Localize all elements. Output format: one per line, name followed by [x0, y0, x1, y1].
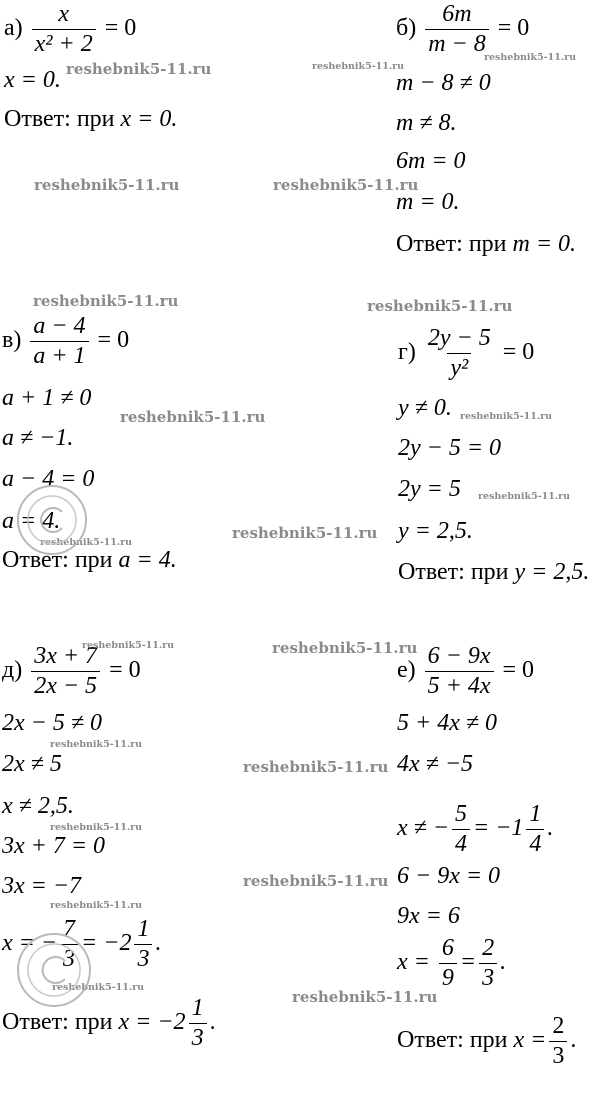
fraction-denominator: 3	[60, 944, 78, 972]
watermark: reshebnik5-11.ru	[82, 640, 175, 651]
problem-e-denominator: 5 + 4x	[425, 671, 494, 699]
fraction-numerator: 2	[482, 935, 495, 961]
fraction-numerator: 1	[529, 801, 542, 827]
watermark: reshebnik5-11.ru	[460, 411, 553, 422]
problem-b-step-3: 6m = 0	[396, 148, 466, 174]
problem-e-step-2: 4x ≠ −5	[397, 751, 474, 777]
equals-zero: = 0	[97, 327, 130, 354]
problem-e-step-6	[397, 936, 506, 991]
problem-a-denominator: x² + 2	[32, 29, 96, 57]
expression-prefix: x =	[397, 949, 436, 976]
answer-prefix: Ответ: при	[2, 1009, 119, 1036]
copyright-stamp-icon	[12, 900, 132, 1040]
watermark: reshebnik5-11.ru	[243, 758, 389, 776]
problem-e-step-4: 6 − 9x = 0	[397, 863, 501, 889]
problem-v-label: в)	[2, 327, 22, 354]
fraction-denominator: 3	[479, 963, 497, 991]
problem-g-denominator: y²	[447, 353, 471, 381]
problem-e-step-6-result-fraction	[479, 936, 497, 991]
problem-a-label: а)	[4, 15, 23, 42]
problem-e-answer	[397, 1014, 576, 1069]
watermark: reshebnik5-11.ru	[52, 982, 145, 993]
problem-b-step-4: m = 0.	[396, 189, 460, 215]
watermark: reshebnik5-11.ru	[33, 292, 179, 310]
watermark: reshebnik5-11.ru	[66, 60, 212, 78]
fraction-denominator: 4	[452, 829, 470, 857]
watermark: reshebnik5-11.ru	[50, 739, 143, 750]
equals-zero: = 0	[497, 15, 530, 42]
watermark: reshebnik5-11.ru	[243, 872, 389, 890]
problem-d-step-1: 2x − 5 ≠ 0	[2, 710, 103, 736]
period: .	[209, 1009, 216, 1036]
expression-middle: = −1	[473, 815, 524, 842]
problem-e-step-5: 9x = 6	[397, 903, 460, 929]
period: .	[547, 815, 554, 842]
watermark: reshebnik5-11.ru	[272, 639, 418, 657]
problem-v-fraction	[30, 314, 88, 369]
problem-e-equation	[397, 644, 534, 699]
problem-g-step-1: y ≠ 0.	[398, 395, 452, 421]
problem-b-equation	[396, 2, 529, 57]
problem-b-step-1: m − 8 ≠ 0	[396, 70, 491, 96]
period: .	[570, 1027, 577, 1054]
equals-zero: = 0	[109, 657, 141, 684]
problem-b-numerator: 6m	[442, 1, 472, 27]
watermark: reshebnik5-11.ru	[40, 537, 133, 548]
watermark: reshebnik5-11.ru	[367, 297, 513, 315]
answer-value: x = −2	[118, 1009, 186, 1036]
problem-g-step-2: 2y − 5 = 0	[398, 435, 502, 461]
watermark: reshebnik5-11.ru	[484, 52, 577, 63]
problem-a-answer	[4, 107, 177, 131]
problem-v-step-4: a = 4.	[2, 508, 61, 534]
problem-v-denominator: a + 1	[30, 341, 88, 369]
equals-zero: = 0	[502, 657, 535, 684]
fraction-numerator: 1	[137, 916, 150, 942]
problem-b-answer	[396, 232, 576, 256]
expression-prefix: x = −	[2, 930, 58, 957]
watermark: reshebnik5-11.ru	[50, 900, 143, 911]
problem-g-numerator: 2y − 5	[427, 325, 491, 351]
fraction-denominator: 9	[439, 963, 457, 991]
problem-e-step-6-fraction	[439, 936, 457, 991]
expression-middle: = −2	[81, 930, 132, 957]
answer-fraction	[549, 1014, 567, 1069]
problem-d-denominator: 2x − 5	[31, 671, 100, 699]
equals-zero: = 0	[502, 339, 535, 366]
problem-e-label: е)	[397, 657, 416, 684]
answer-prefix: Ответ: при	[397, 1027, 514, 1054]
answer-prefix: Ответ: при	[2, 547, 119, 573]
expression-prefix: x ≠ −	[397, 815, 450, 842]
equals-zero: = 0	[104, 15, 137, 42]
problem-v-step-1: a + 1 ≠ 0	[2, 385, 92, 411]
watermark: reshebnik5-11.ru	[34, 176, 180, 194]
problem-e-step-3	[397, 802, 553, 857]
problem-a-equation	[4, 2, 136, 57]
problem-a-numerator: x	[58, 1, 69, 27]
problem-d-fraction	[31, 644, 100, 699]
fraction-numerator: 5	[455, 801, 468, 827]
answer-fraction	[189, 996, 207, 1051]
watermark: reshebnik5-11.ru	[120, 408, 266, 426]
problem-e-fraction	[425, 644, 494, 699]
problem-e-step-1: 5 + 4x ≠ 0	[397, 710, 498, 736]
problem-g-fraction	[425, 326, 494, 381]
fraction-denominator: 4	[526, 829, 544, 857]
copyright-stamp-icon	[12, 450, 132, 590]
problem-v-numerator: a − 4	[33, 313, 86, 339]
expression-middle: =	[459, 949, 477, 976]
problem-d-numerator: 3x + 7	[34, 643, 98, 669]
fraction-denominator: 3	[189, 1023, 207, 1051]
problem-b-step-2: m ≠ 8.	[396, 110, 457, 136]
answer-value: y = 2,5.	[514, 559, 590, 585]
answer-value: x = 0.	[120, 106, 178, 132]
problem-e-step-3-mixed-fraction	[526, 802, 544, 857]
answer-prefix: Ответ: при	[4, 106, 121, 132]
answer-prefix: Ответ: при	[396, 231, 513, 257]
problem-v-equation	[2, 314, 129, 369]
problem-g-answer	[398, 560, 589, 584]
problem-d-step-4: 3x + 7 = 0	[2, 833, 106, 859]
watermark: reshebnik5-11.ru	[50, 822, 143, 833]
answer-value: m = 0.	[512, 231, 577, 257]
answer-value: a = 4.	[118, 547, 177, 573]
period: .	[500, 949, 507, 976]
problem-d-label: д)	[2, 657, 23, 684]
problem-v-step-2: a ≠ −1.	[2, 425, 74, 451]
answer-prefix: Ответ: при	[398, 559, 515, 585]
problem-d-step-3: x ≠ 2,5.	[2, 793, 74, 819]
problem-b-denominator: m − 8	[425, 29, 489, 57]
problem-g-equation	[398, 326, 534, 381]
watermark: reshebnik5-11.ru	[478, 491, 571, 502]
watermark: reshebnik5-11.ru	[273, 176, 419, 194]
problem-a-step-1: x = 0.	[4, 67, 61, 93]
problem-d-step-6-mixed-fraction	[134, 917, 152, 972]
fraction-numerator: 6	[441, 935, 454, 961]
watermark: reshebnik5-11.ru	[232, 524, 378, 542]
watermark: reshebnik5-11.ru	[312, 61, 405, 72]
problem-d-step-5: 3x = −7	[2, 873, 82, 899]
fraction-denominator: 3	[134, 944, 152, 972]
problem-a-fraction	[32, 2, 96, 57]
problem-e-step-3-fraction	[452, 802, 470, 857]
problem-g-step-3: 2y = 5	[398, 476, 461, 502]
problem-d-step-2: 2x ≠ 5	[2, 751, 62, 777]
problem-d-equation	[2, 644, 141, 699]
fraction-denominator: 3	[549, 1041, 567, 1069]
watermark: reshebnik5-11.ru	[292, 988, 438, 1006]
period: .	[155, 930, 162, 957]
fraction-numerator: 2	[552, 1013, 565, 1039]
fraction-numerator: 1	[191, 995, 204, 1021]
problem-g-step-4: y = 2,5.	[398, 518, 473, 544]
problem-v-step-3: a − 4 = 0	[2, 466, 95, 492]
problem-b-label: б)	[396, 15, 417, 42]
answer-value: x =	[513, 1027, 547, 1054]
problem-b-fraction	[425, 2, 489, 57]
fraction-numerator: 7	[63, 916, 76, 942]
problem-e-numerator: 6 − 9x	[427, 643, 491, 669]
problem-g-label: г)	[398, 339, 416, 366]
